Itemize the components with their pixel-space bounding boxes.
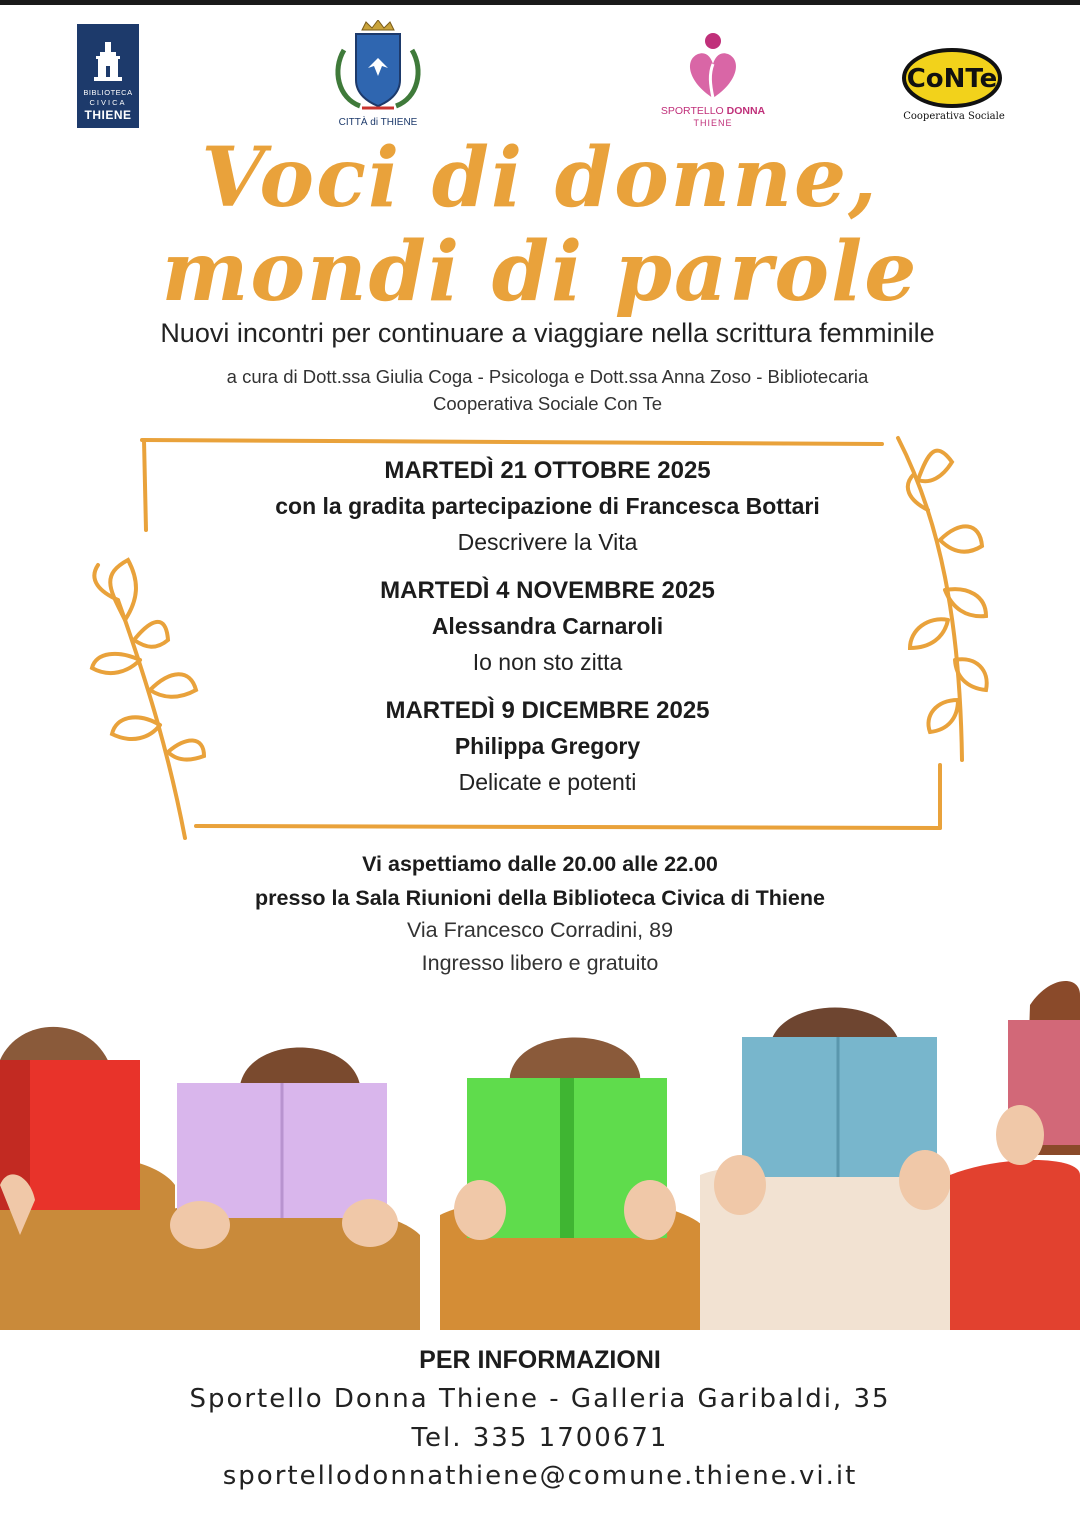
info-phone: Tel. 335 1700671 (411, 1423, 669, 1453)
cooperative-name: Cooperativa Sociale Con Te (433, 393, 662, 414)
event-subtitle: Nuovi incontri per continuare a viaggiare nella scrittura femminile (160, 318, 935, 348)
citta-caption: CITTÀ di THIENE (338, 117, 418, 128)
sportello-word: SPORTELLO (660, 105, 727, 117)
event-3-guest: Philippa Gregory (454, 733, 641, 759)
event-entry: Ingresso libero e gratuito (421, 951, 659, 975)
event-time: Vi aspettiamo dalle 20.00 alle 22.00 (362, 852, 718, 876)
reader-4 (700, 1008, 970, 1331)
donna-word: DONNA (726, 105, 766, 117)
event-title-line-2: mondi di parole (161, 224, 919, 320)
event-place: presso la Sala Riunioni della Biblioteca Civica di Thiene (255, 886, 825, 910)
curated-by: a cura di Dott.ssa Giulia Coga - Psicologa e Dott.ssa Anna Zoso - Bibliotecaria (226, 366, 869, 387)
reader-1 (0, 1027, 175, 1330)
sportello-city: THIENE (693, 118, 733, 128)
event-2-date: MARTEDÌ 4 NOVEMBRE 2025 (380, 577, 715, 604)
event-1-guest: con la gradita partecipazione di Francesca Bottari (275, 493, 820, 519)
conte-caption: Cooperativa Sociale (903, 111, 1005, 122)
women-reading-photo (0, 975, 1080, 1330)
reader-3 (440, 1038, 710, 1331)
frame-top-line (142, 440, 882, 444)
info-office: Sportello Donna Thiene - Galleria Garibaldi, 35 (189, 1384, 891, 1414)
reader-2 (150, 1048, 420, 1331)
event-2-guest: Alessandra Carnaroli (431, 613, 664, 639)
frame-bottom-line (196, 826, 940, 828)
event-title-line-1: Voci di donne, (201, 130, 879, 226)
event-2-book: Io non sto zitta (472, 649, 623, 675)
info-email: sportellodonnathiene@comune.thiene.vi.it (222, 1461, 858, 1491)
info-heading: PER INFORMAZIONI (419, 1346, 661, 1374)
event-address: Via Francesco Corradini, 89 (406, 918, 674, 942)
conte-mark-text: CoNTe (906, 64, 998, 94)
biblioteca-label: BIBLIOTECA (83, 88, 133, 97)
civica-label: CIVICA (89, 98, 127, 107)
event-1-date: MARTEDÌ 21 OTTOBRE 2025 (384, 457, 711, 484)
event-3-book: Delicate e potenti (458, 769, 637, 795)
reader-5 (950, 981, 1080, 1330)
event-3-date: MARTEDÌ 9 DICEMBRE 2025 (385, 697, 710, 724)
thiene-label: THIENE (84, 108, 132, 122)
event-1-book: Descrivere la Vita (457, 529, 638, 555)
